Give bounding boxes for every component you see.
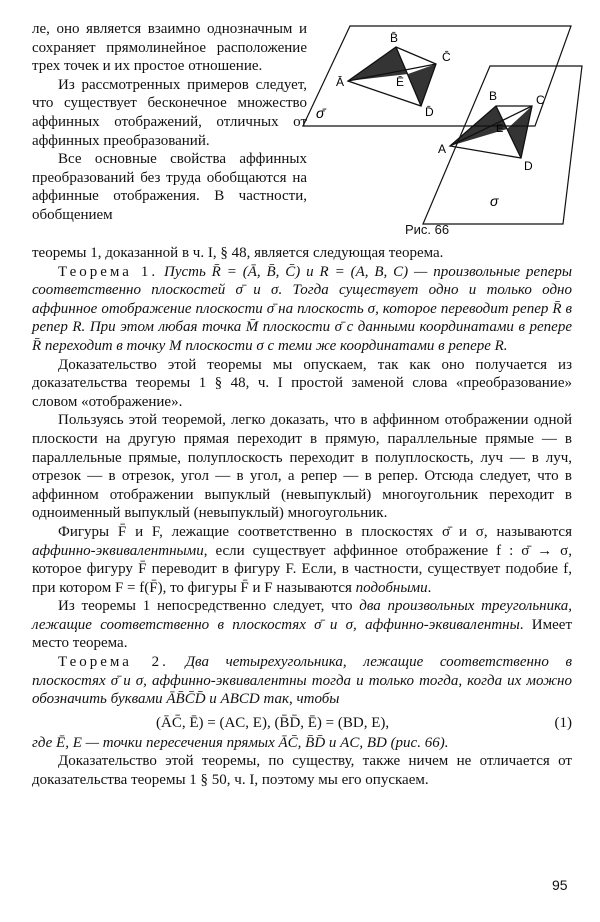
consequences-paragraph: Пользуясь этой теоремой, легко доказать, что в аффинном отображении одной плоскости на другую прямая переходит в прямую, параллельные прямые — в параллельные прямые, полуплоскость переходит в полуплоскость, луч — в луч, отрезок — в отрезок, угол — в угол, а репер — в репер. Отсюда следует, что в аффинном отображении выпуклый (невыпуклый) многоугольник переходит в одноименный выпуклый (невыпуклый) многоугольник. [32,412,572,522]
intro-paragraph-2: Из рассмотренных примеров следует, что существует бесконечное множество аффинных отображений, отличных от аффинных преобразований. [32,76,307,149]
main-text [32,244,572,790]
page-number: 95 [552,877,568,893]
lower-point-c: C [536,93,545,107]
definition-text-1: Фигуры F̄ и F, лежащие соответственно в плоскостях σ̄ и σ, называются [58,523,572,540]
proof-2-paragraph: Доказательство этой теоремы, по существу, также ничем не отличается от доказательства теоремы 1 § 50, ч. I, поэтому мы его опускаем. [32,753,572,789]
upper-point-c: C̄ [442,50,451,64]
theorem-2-tail: где Ē, E — точки пересечения прямых ĀC̄, B̄D̄ и AC, BD (рис. 66). [32,734,449,751]
definition-text-2: , если существует аффинное отображение f : σ̄ → σ, которое фигуру F̄ переводит в фигуру F. Если, в частности, существует подобие f, при котором F = f(F̄), то фигуры F̄ и F называются [32,542,572,596]
theorem-1-heading: Теорема 1. [58,263,159,280]
lower-plane-label: σ [490,193,499,209]
figure-caption: Рис. 66 [405,222,450,237]
figure-66 [298,14,588,254]
lower-point-a: A [438,142,447,156]
upper-quadrilateral [348,47,436,106]
lower-point-d: D [524,159,533,173]
term-affine-equivalent: аффинно-эквивалентными [32,542,204,559]
corollary-text-2: . Имеет место теорема. [32,616,572,652]
corollary-paragraph [32,597,572,653]
upper-point-b: B̄ [390,31,399,45]
upper-point-a: Ā [336,75,345,89]
definition-text-3: . [427,579,432,596]
intro-paragraph-1: ле, оно является взаимно однозначным и сохраняет прямолинейное расположение трех точек и их простое отношение. [32,21,307,75]
intro-tail: теоремы 1, доказанной в ч. I, § 48, является следующая теорема. [32,245,444,261]
theorem-2-text: Два четырехугольника, лежащие соответственно в плоскостях σ̄ и σ, аффинно-эквивалентны тогда и только тогда, когда их можно обозначить буквами ĀB̄C̄D̄ и ABCD так, чтобы [32,654,573,708]
formula-1-expression: (ĀC̄, Ē) = (AC, E), (B̄D̄, Ē) = (BD, E), [156,714,390,731]
upper-plane-label: σ̄ [316,105,325,121]
upper-point-d: D̄ [425,105,434,119]
intro-column [32,20,307,225]
theorem-1 [32,263,572,356]
proof-1-paragraph: Доказательство этой теоремы мы опускаем, так как оно получается из доказательства теоремы 1 § 48, ч. I простой заменой слова «преобразование» словом «отображение». [32,356,572,410]
lower-plane [423,66,582,224]
corollary-statement: два произвольных треугольника, лежащие соответственно в плоскостях σ̄ и σ, аффинно-эквивалентны [32,598,572,633]
definition-paragraph [32,523,572,597]
theorem-1-text: Пусть R̄ = (Ā, B̄, C̄) и R = (A, B, C) — произвольные реперы соответственно плоскостей σ̄ и σ. Тогда существует одно и только одно аффинное отображение плоскости σ̄ на плоскость σ, которое переводит репер R̄ в репер R. При этом любая точка M̄ плоскости σ̄ с данными координатами в репере R̄ переходит в точку M плоскости σ с теми же координатами в репере R. [32,263,573,354]
term-similar: подобными [355,579,428,596]
theorem-2 [32,653,572,709]
formula-1 [32,712,572,734]
corollary-text-1: Из теоремы 1 непосредственно следует, что [58,598,360,615]
theorem-2-heading: Теорема 2. [58,654,169,671]
formula-1-number: (1) [554,714,572,731]
figure-66-drawing [298,14,588,254]
lower-point-e: E [496,123,504,135]
lower-point-b: B [489,89,498,103]
intro-paragraph-3: Все основные свойства аффинных преобразований без труда обобщаются на аффинные отображения. В частности, обобщением [32,151,307,223]
upper-point-e: Ē [396,75,405,89]
